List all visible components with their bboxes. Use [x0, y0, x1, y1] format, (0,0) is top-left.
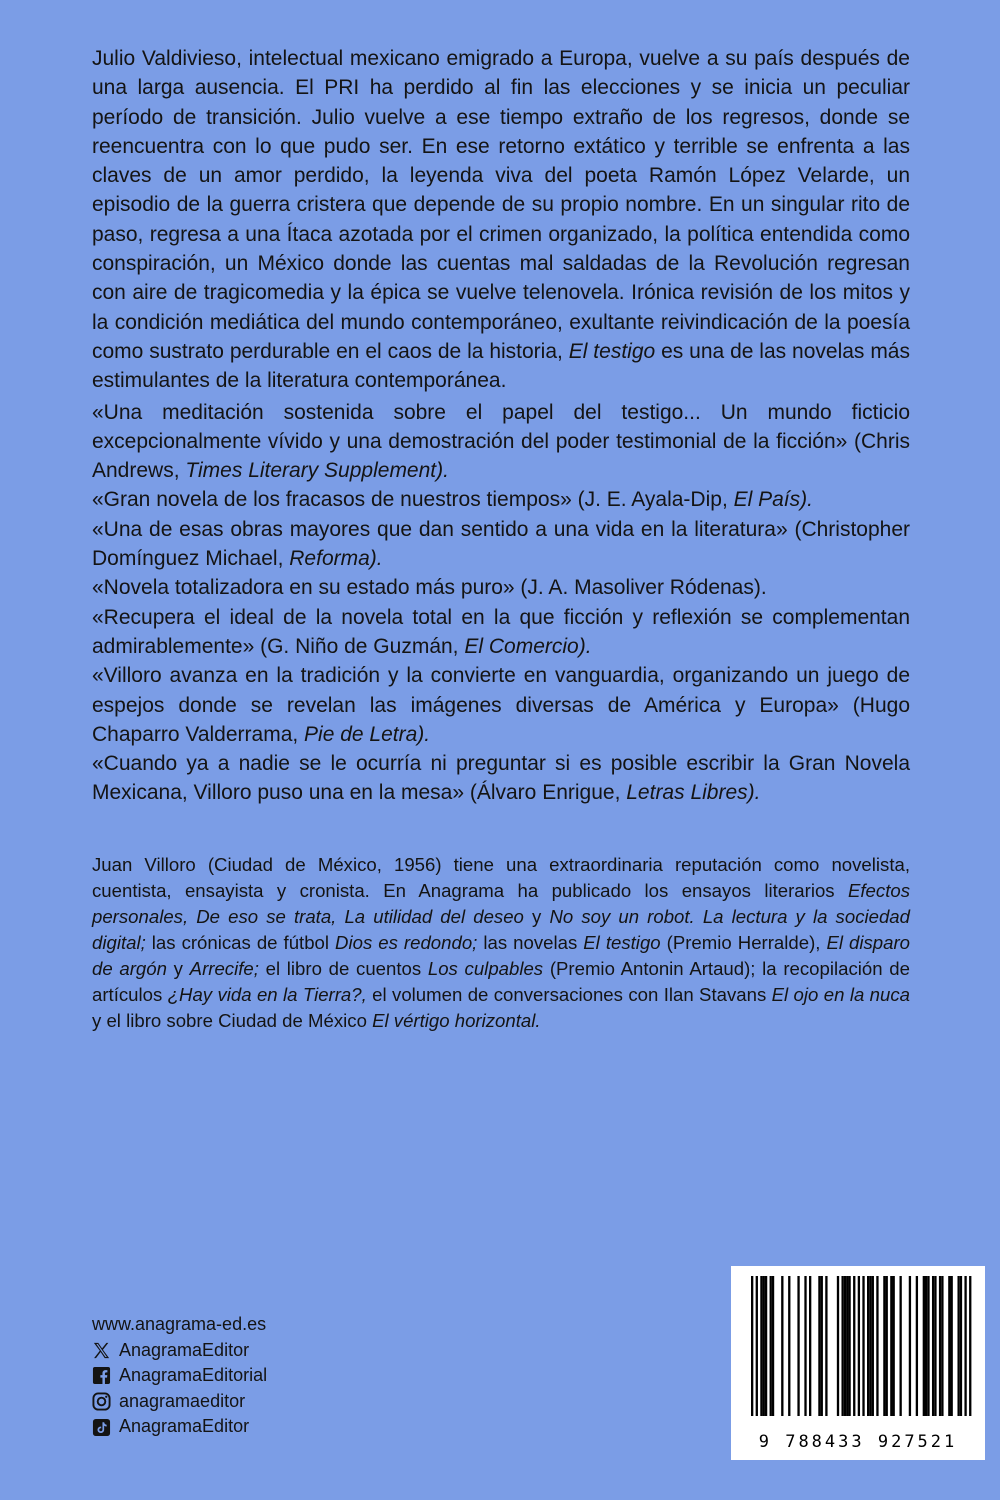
facebook-account[interactable] — [92, 1363, 267, 1389]
barcode-bar — [957, 1276, 959, 1416]
barcode-bar — [844, 1276, 846, 1416]
x-account[interactable] — [92, 1338, 267, 1364]
barcode-bar — [883, 1276, 885, 1416]
barcode-bar — [934, 1276, 936, 1416]
barcode-bar — [763, 1276, 765, 1416]
barcode-bar — [809, 1276, 811, 1416]
barcode-bar — [939, 1276, 941, 1416]
synopsis-text: Julio Valdivieso, intelectual mexicano emigrado a Europa, vuelve a su país después de una larga ausencia. El PRI ha perdido al fin las elecciones y se inicia un peculiar período de transición. Julio vuelve a ese tiempo extraño de los regresos, donde se reencuentra con lo que pudo ser. En ese retorno extático y terrible se enfrenta a las claves de un amor perdido, la leyenda viva del poeta Ramón López Velarde, un episodio de la guerra cristera que depende de su propio nombre. En un singular rito de paso, regresa a una Ítaca azotada por el crimen organizado, la política entendida como conspiración, un México donde las cuentas mal saldadas de la Revolución regresan con aire de tragicomedia y la épica se vuelve telenovela. Irónica revisión de los mitos y la condición mediática del mundo contemporáneo, exultante reivindicación de la poesía como sustrato perdurable en el caos de la historia, — [92, 47, 910, 363]
barcode-bar — [890, 1276, 892, 1416]
barcode-bar — [818, 1276, 820, 1416]
back-cover-text — [92, 44, 910, 1034]
press-quotes — [92, 398, 910, 808]
barcode-bar — [858, 1276, 860, 1416]
barcode-bar — [925, 1276, 927, 1416]
tiktok-account[interactable] — [92, 1414, 267, 1440]
barcode-bar — [770, 1276, 772, 1416]
barcode-bar — [867, 1276, 869, 1416]
barcode-bar — [765, 1276, 767, 1416]
barcode-bar — [899, 1276, 901, 1416]
instagram-account[interactable] — [92, 1389, 267, 1415]
barcode-bar — [964, 1276, 966, 1416]
barcode-bar — [886, 1276, 888, 1416]
barcode-bar — [909, 1276, 911, 1416]
press-quote: «Novela totalizadora en su estado más puro» (J. A. Masoliver Ródenas). — [92, 576, 767, 600]
barcode-bar — [837, 1276, 839, 1416]
barcode-bar — [893, 1276, 895, 1416]
barcode-bar — [772, 1276, 774, 1416]
barcode-bar — [948, 1276, 950, 1416]
barcode-bars — [731, 1266, 985, 1426]
synopsis-text-end: es una de las novelas más estimulantes de la literatura contemporánea. — [92, 339, 910, 393]
barcode-bar — [872, 1276, 874, 1416]
press-quote: «Una de esas obras mayores que dan sentido a una vida en la literatura» (Christopher Domínguez Michael, Reforma). — [92, 517, 910, 571]
press-quote: «Gran novela de los fracasos de nuestros tiempos» (J. E. Ayala-Dip, El País). — [92, 488, 813, 512]
barcode-bar — [821, 1276, 823, 1416]
barcode-bar — [804, 1276, 806, 1416]
synopsis-paragraph — [92, 44, 910, 396]
barcode-bar — [960, 1276, 962, 1416]
barcode-bar — [951, 1276, 953, 1416]
barcode-bar — [841, 1276, 843, 1416]
x-handle: AnagramaEditor — [119, 1339, 250, 1360]
publisher-contacts — [92, 1312, 267, 1440]
instagram-handle: anagramaeditor — [119, 1390, 246, 1411]
barcode-bar — [853, 1276, 855, 1416]
x-icon — [92, 1341, 111, 1360]
barcode-bar — [862, 1276, 864, 1416]
barcode-bar — [932, 1276, 934, 1416]
barcode-bar — [751, 1276, 753, 1416]
barcode-bar — [781, 1276, 783, 1416]
barcode-bar — [846, 1276, 848, 1416]
barcode-bar — [876, 1276, 878, 1416]
author-bio-paragraph: Juan Villoro (Ciudad de México, 1956) tiene una extraordinaria reputación como novelista, cuentista, ensayista y cronista. En Anagrama ha publicado los ensayos literarios Efectos personales, De eso se trata, La utilidad del deseo y No soy un robot. La lectura y la sociedad digital; las crónicas de fútbol Dios es redondo; las novelas El testigo (Premio Herralde), El disparo de argón y Arrecife; el libro de cuentos Los culpables (Premio Antonin Artaud); la recopilación de artículos ¿Hay vida en la Tierra?, el volumen de conversaciones con Ilan Stavans El ojo en la nuca y el libro sobre Ciudad de México El vértigo horizontal. — [92, 853, 910, 1031]
press-quote: «Una meditación sostenida sobre el papel del testigo... Un mundo ficticio excepcionalmente vívido y una demostración del poder testimonial de la ficción» (Chris Andrews, Times Literary Supplement). — [92, 400, 910, 483]
book-title: El testigo — [568, 339, 656, 363]
facebook-icon — [92, 1366, 111, 1385]
barcode-bar — [923, 1276, 925, 1416]
facebook-handle: AnagramaEditorial — [119, 1365, 268, 1386]
synopsis — [92, 44, 910, 396]
barcode-bar — [797, 1276, 799, 1416]
tiktok-handle: AnagramaEditor — [119, 1416, 250, 1437]
barcode-bar — [969, 1276, 971, 1416]
tiktok-icon — [92, 1418, 111, 1437]
barcode-bar — [760, 1276, 762, 1416]
press-quote: «Recupera el ideal de la novela total en la que ficción y reflexión se complementan admirablemente» (G. Niño de Guzmán, El Comercio). — [92, 605, 910, 658]
barcode-bar — [941, 1276, 943, 1416]
barcode-bar — [927, 1276, 929, 1416]
press-quote: «Cuando ya a nadie se le ocurría ni preguntar si es posible escribir la Gran Novela Mexicana, Villoro puso una en la mesa» (Álvaro Enrigue, Letras Libres). — [92, 752, 910, 805]
isbn-number: 9 788433 927521 — [758, 1432, 958, 1452]
barcode-bar — [788, 1276, 790, 1416]
isbn-barcode — [731, 1266, 985, 1460]
barcode-bar — [848, 1276, 850, 1416]
author-bio — [92, 852, 910, 1034]
barcode-bar — [869, 1276, 871, 1416]
press-quote: «Villoro avanza en la tradición y la convierte en vanguardia, organizando un juego de espejos donde se revelan las imágenes diversas de América y Europa» (Hugo Chaparro Valderrama, Pie de Letra). — [92, 664, 910, 746]
barcode-bar — [756, 1276, 758, 1416]
instagram-icon — [92, 1392, 111, 1411]
barcode-bar — [825, 1276, 827, 1416]
barcode-bar — [916, 1276, 918, 1416]
website-link[interactable]: www.anagrama-ed.es — [92, 1314, 267, 1334]
